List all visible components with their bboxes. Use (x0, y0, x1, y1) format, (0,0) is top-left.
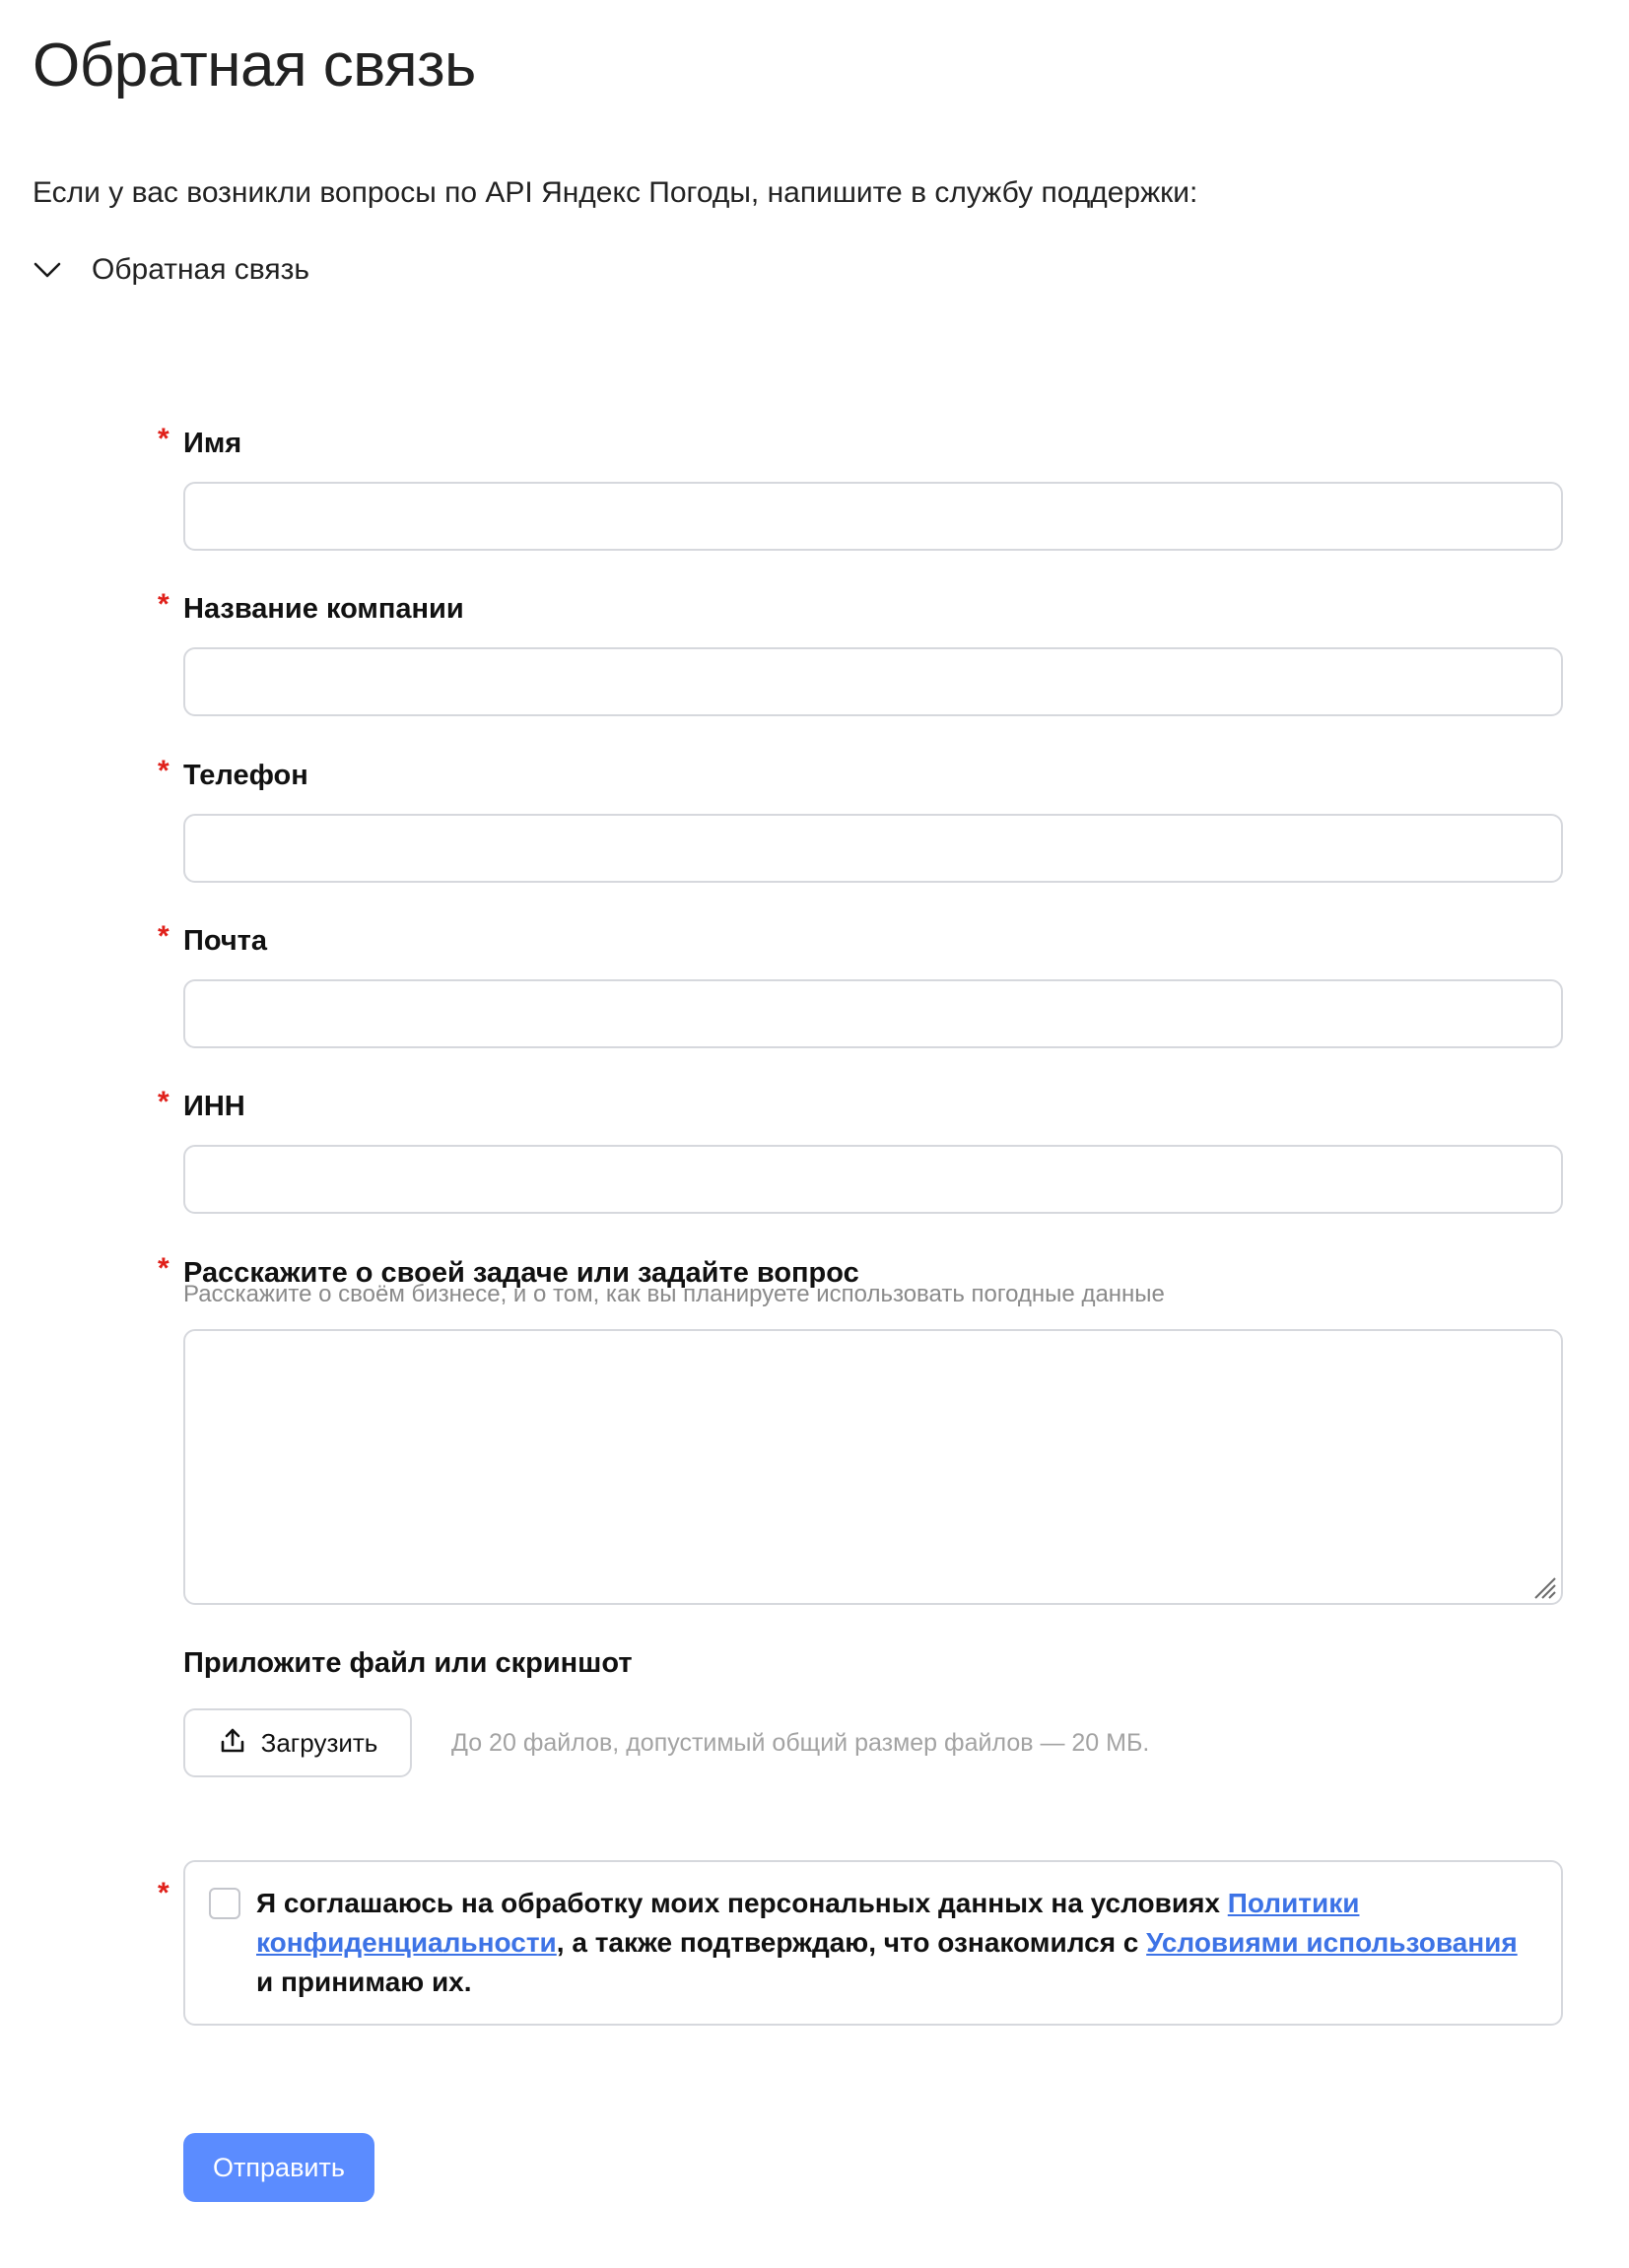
required-mark: * (158, 755, 170, 787)
required-mark: * (158, 920, 170, 953)
inn-label: ИНН (183, 1091, 245, 1122)
required-mark: * (158, 1877, 170, 1909)
feedback-disclosure[interactable] (33, 248, 309, 292)
consent-text (256, 1884, 1537, 2002)
name-input[interactable] (183, 482, 1563, 551)
company-input[interactable] (183, 647, 1563, 716)
consent-checkbox[interactable] (209, 1888, 240, 1919)
page-title: Обратная связь (33, 32, 476, 100)
upload-limits-note: До 20 файлов, допустимый общий размер файлов — 20 МБ. (451, 1729, 1150, 1757)
submit-button[interactable]: Отправить (183, 2133, 374, 2202)
disclosure-label: Обратная связь (92, 253, 310, 286)
consent-text-before: Я соглашаюсь на обработку моих персональных данных на условиях (256, 1888, 1228, 1918)
message-label: Расскажите о своей задаче или задайте вопрос (183, 1257, 859, 1289)
required-mark: * (158, 588, 170, 621)
privacy-policy-link[interactable]: Политики конфиденциальности (256, 1888, 1360, 1958)
consent-text-middle: , а также подтверждаю, что ознакомился с (556, 1927, 1147, 1958)
upload-icon (218, 1726, 247, 1761)
message-hint: Расскажите о своём бизнесе, и о том, как вы планируете использовать погодные данные (183, 1281, 1165, 1307)
resize-handle-icon[interactable] (1531, 1574, 1557, 1600)
upload-button-label: Загрузить (260, 1727, 378, 1758)
intro-text: Если у вас возникли вопросы по API Яндекс Погоды, напишите в службу поддержки: (33, 176, 1198, 209)
required-mark: * (158, 1252, 170, 1285)
phone-input[interactable] (183, 814, 1563, 883)
inn-input[interactable] (183, 1145, 1563, 1214)
email-input[interactable] (183, 979, 1563, 1048)
attachment-title: Приложите файл или скриншот (183, 1647, 633, 1679)
email-label: Почта (183, 925, 268, 957)
message-textarea[interactable] (183, 1329, 1563, 1605)
chevron-down-icon (33, 248, 72, 292)
consent-box (183, 1860, 1563, 2026)
required-mark: * (158, 1086, 170, 1118)
company-label: Название компании (183, 593, 464, 625)
terms-of-use-link[interactable]: Условиями использования (1146, 1927, 1518, 1958)
phone-label: Телефон (183, 760, 308, 791)
name-label: Имя (183, 428, 242, 459)
required-mark: * (158, 423, 170, 455)
consent-text-after: и принимаю их. (256, 1967, 472, 1997)
upload-button[interactable] (183, 1708, 412, 1777)
